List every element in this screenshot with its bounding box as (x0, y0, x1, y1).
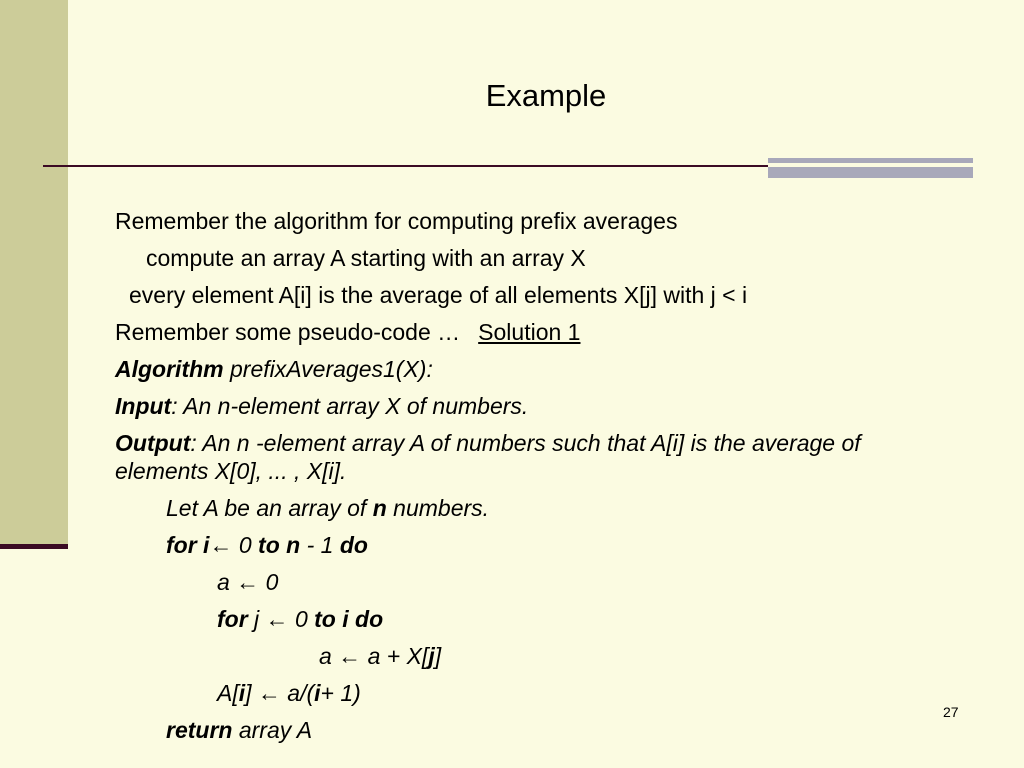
title-rule (43, 165, 773, 167)
input-keyword: Input (115, 393, 172, 419)
input-text: : An n-element array X of numbers. (171, 393, 529, 419)
code-part: to n (258, 532, 301, 558)
solution-link: Solution 1 (478, 319, 581, 345)
code-part: do (339, 532, 368, 558)
output-text: : An n -element array A of numbers such that A[i] is the average of elements X[0], ... , X[i]. (115, 430, 861, 484)
output-keyword: Output (115, 430, 191, 456)
text-line-part: Remember some pseudo-code … (115, 319, 461, 345)
code-part: a ← 0 (217, 569, 279, 595)
input-line (115, 392, 915, 420)
code-part: Let A be an array of (166, 495, 373, 521)
side-rule (0, 544, 68, 549)
side-bar (0, 0, 68, 545)
text-line: Remember the algorithm for computing prefix averages (115, 208, 678, 234)
code-part: ← 0 (209, 532, 259, 558)
code-part: - 1 (300, 532, 340, 558)
code-part: numbers. (386, 495, 490, 521)
code-part: ] (434, 643, 442, 669)
code-line (115, 716, 915, 744)
code-part: j ← 0 (247, 606, 315, 632)
code-part: for (217, 606, 248, 632)
code-part: + 1) (320, 680, 361, 706)
code-part: j (428, 643, 435, 669)
code-line (115, 605, 915, 633)
page-number: 27 (943, 704, 959, 720)
code-part: for i (166, 532, 210, 558)
slide-body (115, 207, 915, 744)
code-part: a ← a + X[ (319, 643, 429, 669)
code-part: i (238, 680, 246, 706)
text-line (115, 318, 915, 346)
text-line: every element A[i] is the average of all elements X[j] with j < i (129, 282, 748, 308)
code-line (115, 568, 915, 596)
code-part: n (372, 495, 387, 521)
algorithm-name: prefixAverages1(X): (223, 356, 433, 382)
title-accent (768, 158, 973, 178)
text-line: compute an array A starting with an array X (146, 245, 586, 271)
slide-title: Example (485, 78, 607, 113)
code-line (115, 531, 915, 559)
output-line (115, 429, 915, 485)
code-part: i (314, 680, 321, 706)
algorithm-keyword: Algorithm (115, 356, 224, 382)
code-line (115, 642, 915, 670)
code-part: A[ (217, 680, 239, 706)
algorithm-line (115, 355, 915, 383)
code-line (115, 679, 915, 707)
code-line (115, 494, 915, 522)
code-part: return (166, 717, 233, 743)
code-part: ] ← a/( (245, 680, 315, 706)
code-part: array A (232, 717, 313, 743)
code-part: to i do (314, 606, 384, 632)
